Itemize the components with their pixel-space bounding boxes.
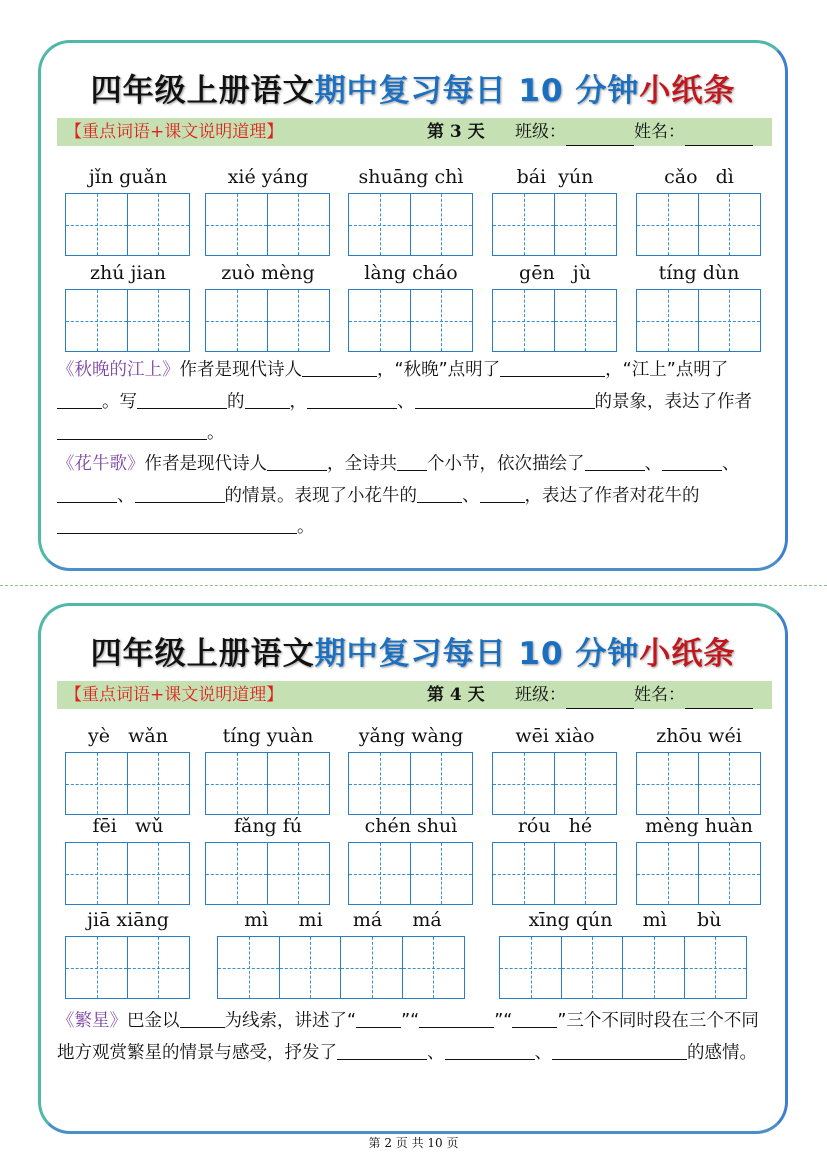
- word-item: [636, 261, 762, 352]
- review-card-day4: [38, 603, 788, 1134]
- pinyin-label: xīng qún mì bù: [528, 909, 722, 931]
- name-label: 姓名：: [634, 685, 685, 705]
- writing-cell[interactable]: [267, 842, 330, 905]
- writing-cell[interactable]: [348, 193, 411, 256]
- pinyin-label: zhōu wéi: [656, 725, 742, 747]
- answer-blank[interactable]: [302, 357, 377, 377]
- question-text: 、: [722, 454, 740, 474]
- question-text: 巴金以: [127, 1011, 180, 1031]
- word-item: [65, 261, 191, 352]
- review-card-day3: [38, 40, 788, 571]
- pinyin-label: cǎo dì: [664, 166, 734, 188]
- answer-blank[interactable]: [419, 1008, 494, 1028]
- answer-blank[interactable]: [356, 1008, 401, 1028]
- writing-cell[interactable]: [410, 193, 473, 256]
- word-item: [492, 261, 618, 352]
- question-text: ”三个不同时段在三个不同地方观赏繁星的情景与感受，抒发了: [57, 1011, 759, 1063]
- tianzige-grid: [348, 193, 474, 256]
- tianzige-grid: [348, 842, 474, 905]
- worksheet-title: [41, 65, 785, 110]
- pinyin-label: fǎng fú: [233, 815, 303, 837]
- tianzige-grid: [65, 289, 191, 352]
- writing-cell[interactable]: [499, 936, 562, 999]
- worksheet-title: [41, 628, 785, 673]
- writing-cell[interactable]: [65, 289, 128, 352]
- question-text: 作者是现代诗人: [179, 360, 302, 380]
- word-item: [205, 814, 331, 905]
- word-item: [65, 814, 191, 905]
- answer-blank[interactable]: [500, 357, 605, 377]
- class-name-fields: [515, 681, 753, 709]
- writing-cell[interactable]: [127, 842, 190, 905]
- question-text: 、: [397, 391, 415, 412]
- writing-cell[interactable]: [554, 842, 617, 905]
- tianzige-grid: [65, 842, 191, 905]
- question-paragraph: [57, 449, 773, 544]
- pinyin-label: róu hé: [517, 815, 593, 837]
- question-text: 、: [644, 454, 662, 474]
- writing-cell[interactable]: [205, 752, 268, 815]
- word-item: [348, 165, 474, 256]
- writing-cell[interactable]: [561, 936, 624, 999]
- answer-blank[interactable]: [552, 1040, 687, 1060]
- answer-blank[interactable]: [267, 451, 327, 471]
- word-item: [348, 814, 474, 905]
- answer-blank[interactable]: [417, 483, 462, 503]
- writing-cell[interactable]: [205, 193, 268, 256]
- writing-cell[interactable]: [279, 936, 342, 999]
- question-paragraph: [57, 355, 773, 450]
- answer-blank[interactable]: [57, 420, 207, 440]
- question-text: ，表达了作者对花牛的: [524, 485, 700, 506]
- writing-cell[interactable]: [127, 289, 190, 352]
- answer-blank[interactable]: [662, 451, 722, 471]
- question-text: 个小节，依次描绘了: [427, 454, 585, 474]
- topic-label: 【重点词语+课文说明道理】: [65, 685, 284, 705]
- pinyin-label: zuò mèng: [221, 262, 315, 284]
- writing-cell[interactable]: [622, 936, 685, 999]
- question-text: 的情景。表现了小花牛的: [224, 485, 417, 506]
- pinyin-row: [65, 165, 765, 265]
- writing-cell[interactable]: [492, 289, 555, 352]
- pinyin-label: fēi wǔ: [92, 815, 164, 837]
- class-label: 班级：: [515, 685, 566, 705]
- pinyin-row: [65, 814, 765, 914]
- pinyin-label: tíng dùn: [658, 262, 740, 284]
- pinyin-label: bái yún: [516, 166, 594, 188]
- name-input[interactable]: [685, 126, 753, 146]
- tianzige-grid: [636, 193, 762, 256]
- word-item: [492, 724, 618, 815]
- pinyin-label: yǎng wàng: [358, 725, 464, 747]
- pinyin-label: shuāng chì: [358, 166, 464, 188]
- tianzige-grid: [205, 289, 331, 352]
- tianzige-grid: [65, 936, 191, 999]
- word-item: [65, 165, 191, 256]
- pinyin-row: [65, 908, 765, 1008]
- writing-cell[interactable]: [636, 193, 699, 256]
- book-title: 《秋晚的江上》: [57, 360, 180, 380]
- answer-blank[interactable]: [512, 1008, 557, 1028]
- writing-cell[interactable]: [348, 842, 411, 905]
- answer-blank[interactable]: [180, 1008, 225, 1028]
- writing-cell[interactable]: [267, 193, 330, 256]
- word-item: [205, 724, 331, 815]
- writing-cell[interactable]: [127, 936, 190, 999]
- writing-cell[interactable]: [267, 289, 330, 352]
- word-item: [348, 724, 474, 815]
- answer-blank[interactable]: [57, 389, 102, 409]
- question-text: ，全诗共: [327, 454, 397, 474]
- word-item: [636, 165, 762, 256]
- class-name-fields: [515, 118, 753, 146]
- pinyin-label: mèng huàn: [645, 815, 753, 837]
- question-paragraph: [57, 1006, 773, 1069]
- answer-blank[interactable]: [307, 389, 397, 409]
- pinyin-label: jiā xiāng: [87, 909, 169, 931]
- writing-cell[interactable]: [205, 289, 268, 352]
- word-item: [65, 724, 191, 815]
- topic-label: 【重点词语+课文说明道理】: [65, 122, 284, 142]
- writing-cell[interactable]: [492, 842, 555, 905]
- answer-blank[interactable]: [585, 451, 645, 471]
- topic-bar: [57, 118, 772, 146]
- writing-cell[interactable]: [65, 193, 128, 256]
- tianzige-grid: [492, 193, 618, 256]
- tianzige-grid: [636, 752, 762, 815]
- pinyin-label: tíng yuàn: [222, 725, 314, 747]
- pinyin-label: chén shuì: [364, 815, 458, 837]
- writing-cell[interactable]: [65, 936, 128, 999]
- question-text: 为线索，讲述了“: [224, 1011, 357, 1031]
- writing-cell[interactable]: [698, 752, 761, 815]
- question-text: 。: [207, 423, 225, 443]
- tianzige-grid: [636, 842, 762, 905]
- tianzige-grid: [492, 842, 618, 905]
- writing-cell[interactable]: [698, 193, 761, 256]
- writing-cell[interactable]: [492, 752, 555, 815]
- word-item: [636, 724, 762, 815]
- pinyin-label: làng cháo: [364, 262, 458, 284]
- answer-blank[interactable]: [337, 1040, 427, 1060]
- word-item: [205, 261, 331, 352]
- writing-cell[interactable]: [636, 289, 699, 352]
- writing-cell[interactable]: [217, 936, 280, 999]
- writing-cell[interactable]: [205, 842, 268, 905]
- writing-cell[interactable]: [127, 752, 190, 815]
- tianzige-grid: [348, 752, 474, 815]
- question-text: 的感情。: [687, 1042, 757, 1063]
- writing-cell[interactable]: [554, 752, 617, 815]
- question-text: ”“: [494, 1011, 513, 1031]
- name-label: 姓名：: [634, 122, 685, 142]
- topic-bar: [57, 681, 772, 709]
- answer-blank[interactable]: [480, 483, 525, 503]
- word-item: [492, 165, 618, 256]
- writing-cell[interactable]: [698, 289, 761, 352]
- writing-cell[interactable]: [636, 752, 699, 815]
- word-item: [217, 908, 469, 999]
- question-text: 、: [117, 485, 135, 506]
- writing-cell[interactable]: [65, 842, 128, 905]
- answer-blank[interactable]: [397, 451, 427, 471]
- tianzige-grid: [217, 936, 469, 999]
- writing-cell[interactable]: [402, 936, 465, 999]
- writing-cell[interactable]: [698, 842, 761, 905]
- title-part3: 小纸条: [639, 636, 736, 672]
- word-item: [499, 908, 751, 999]
- pinyin-row: [65, 724, 765, 824]
- tianzige-grid: [492, 752, 618, 815]
- day-label: 第 4 天: [427, 685, 485, 705]
- tianzige-grid: [348, 289, 474, 352]
- pinyin-label: mì mi má má: [244, 909, 442, 931]
- title-part1: 四年级上册语文: [90, 636, 315, 672]
- answer-blank[interactable]: [137, 389, 227, 409]
- answer-blank[interactable]: [57, 514, 297, 534]
- tianzige-grid: [205, 842, 331, 905]
- book-title: 《花牛歌》: [57, 454, 145, 474]
- question-text: 。: [297, 517, 315, 537]
- writing-cell[interactable]: [65, 752, 128, 815]
- tianzige-grid: [205, 193, 331, 256]
- question-text: ”“: [401, 1011, 420, 1031]
- question-text: 、: [462, 485, 480, 506]
- question-text: 的景象，表达了作者: [594, 391, 752, 412]
- pinyin-label: gēn jù: [519, 262, 591, 284]
- question-text: ，“秋晚”点明了: [377, 360, 501, 380]
- writing-cell[interactable]: [267, 752, 330, 815]
- class-label: 班级：: [515, 122, 566, 142]
- word-item: [492, 814, 618, 905]
- pinyin-label: xié yáng: [227, 166, 309, 188]
- word-item: [205, 165, 331, 256]
- pinyin-label: zhú jian: [89, 262, 167, 284]
- answer-blank[interactable]: [445, 1040, 535, 1060]
- title-part3: 小纸条: [639, 73, 736, 109]
- question-text: 的: [227, 391, 245, 412]
- answer-blank[interactable]: [57, 483, 117, 503]
- class-input[interactable]: [566, 689, 634, 709]
- writing-cell[interactable]: [348, 289, 411, 352]
- question-text: 作者是现代诗人: [144, 454, 267, 474]
- tianzige-grid: [205, 752, 331, 815]
- word-item: [348, 261, 474, 352]
- writing-cell[interactable]: [127, 193, 190, 256]
- page-footer: 第 2 页 共 10 页: [368, 1136, 459, 1150]
- title-part1: 四年级上册语文: [90, 73, 315, 109]
- writing-cell[interactable]: [636, 842, 699, 905]
- answer-blank[interactable]: [245, 389, 290, 409]
- pinyin-label: yè wǎn: [88, 725, 168, 747]
- writing-cell[interactable]: [410, 289, 473, 352]
- cut-line-divider: [0, 585, 827, 586]
- book-title: 《繁星》: [57, 1011, 127, 1031]
- writing-cell[interactable]: [554, 289, 617, 352]
- title-part2: 期中复习每日 10 分钟: [314, 636, 640, 672]
- tianzige-grid: [65, 193, 191, 256]
- word-item: [65, 908, 191, 999]
- writing-cell[interactable]: [554, 193, 617, 256]
- tianzige-grid: [636, 289, 762, 352]
- writing-cell[interactable]: [410, 752, 473, 815]
- tianzige-grid: [492, 289, 618, 352]
- day-label: 第 3 天: [427, 122, 485, 142]
- writing-cell[interactable]: [492, 193, 555, 256]
- pinyin-label: wēi xiào: [515, 725, 595, 747]
- name-input[interactable]: [685, 689, 753, 709]
- tianzige-grid: [499, 936, 751, 999]
- question-text: 、: [427, 1042, 445, 1063]
- class-input[interactable]: [566, 126, 634, 146]
- question-text: ，“江上”点明了: [605, 360, 729, 380]
- word-item: [636, 814, 762, 905]
- answer-blank[interactable]: [415, 389, 595, 409]
- writing-cell[interactable]: [684, 936, 747, 999]
- question-text: 。写: [102, 391, 137, 412]
- pinyin-row: [65, 261, 765, 361]
- title-part2: 期中复习每日 10 分钟: [314, 73, 640, 109]
- answer-blank[interactable]: [135, 483, 225, 503]
- question-text: ，: [289, 391, 307, 412]
- question-text: 、: [534, 1042, 552, 1063]
- pinyin-label: jǐn guǎn: [88, 166, 168, 188]
- writing-cell[interactable]: [410, 842, 473, 905]
- writing-cell[interactable]: [348, 752, 411, 815]
- writing-cell[interactable]: [340, 936, 403, 999]
- tianzige-grid: [65, 752, 191, 815]
